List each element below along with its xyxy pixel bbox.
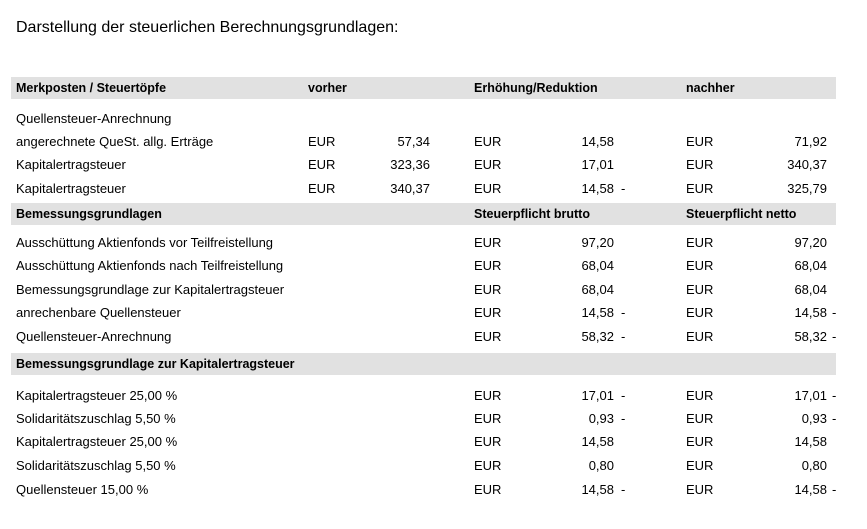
currency-change: EUR [474,157,502,172]
header-label: Bemessungsgrundlagen [16,207,162,221]
currency-brutto: EUR [474,482,502,497]
table-row [11,154,836,176]
table-row [11,408,836,430]
value-netto: 58,32 [794,329,827,344]
currency-change: EUR [474,134,502,149]
value-change: 14,58 [581,181,614,196]
value-netto: 17,01 [794,388,827,403]
row-label: Quellensteuer-Anrechnung [16,329,172,344]
currency-netto: EUR [686,258,714,273]
section-header-kapitalertragsteuer [11,353,836,375]
value-brutto: 68,04 [581,258,614,273]
currency-netto: EUR [686,411,714,426]
value-brutto: 58,32 [581,329,614,344]
row-label: Kapitalertragsteuer [16,181,126,196]
value-netto: 0,93 [801,411,827,426]
header-nachher: nachher [686,81,735,95]
currency-brutto: EUR [474,458,502,473]
value-vorher: 323,36 [390,157,430,172]
row-label: Ausschüttung Aktienfonds vor Teilfreistellung [16,235,274,250]
header-label: Merkposten / Steuertöpfe [16,81,167,95]
currency-change: EUR [474,181,502,196]
table-row [11,431,836,453]
table-row [11,178,836,200]
currency-netto: EUR [686,434,714,449]
sign-brutto: - [621,329,626,344]
sign-brutto: - [621,411,626,426]
table-row [11,326,836,348]
currency-netto: EUR [686,235,714,250]
value-netto: 14,58 [794,305,827,320]
sign-change: - [621,181,626,196]
subheading-row [11,108,836,130]
value-change: 14,58 [581,134,614,149]
table-row [11,255,836,277]
value-brutto: 14,58 [581,305,614,320]
row-label: Ausschüttung Aktienfonds nach Teilfreistellung [16,258,284,273]
header-change: Erhöhung/Reduktion [474,81,598,95]
currency-brutto: EUR [474,434,502,449]
page-title: Darstellung der steuerlichen Berechnungsgrundlagen: [16,19,399,36]
section-header-bemessungsgrundlagen [11,203,836,225]
currency-netto: EUR [686,329,714,344]
currency-brutto: EUR [474,235,502,250]
value-brutto: 14,58 [581,434,614,449]
value-brutto: 0,80 [588,458,614,473]
value-change: 17,01 [581,157,614,172]
value-vorher: 340,37 [390,181,430,196]
sign-netto: - [832,388,837,403]
row-label: anrechenbare Quellensteuer [16,305,181,320]
table-row [11,279,836,301]
header-label: Bemessungsgrundlage zur Kapitalertragsteuer [16,357,295,371]
value-brutto: 68,04 [581,282,614,297]
row-label: angerechnete QueSt. allg. Erträge [16,134,214,149]
currency-netto: EUR [686,305,714,320]
header-brutto: Steuerpflicht brutto [474,207,590,221]
section-header-merkposten [11,77,836,99]
currency-brutto: EUR [474,388,502,403]
row-label: Quellensteuer 15,00 % [16,482,149,497]
value-brutto: 14,58 [581,482,614,497]
sign-netto: - [832,329,837,344]
table-row [11,131,836,153]
currency-nachher: EUR [686,181,714,196]
currency-netto: EUR [686,282,714,297]
sign-brutto: - [621,482,626,497]
table-row [11,302,836,324]
currency-vorher: EUR [308,181,336,196]
row-label: Solidaritätszuschlag 5,50 % [16,458,176,473]
value-vorher: 57,34 [397,134,430,149]
sign-netto: - [832,305,837,320]
currency-brutto: EUR [474,411,502,426]
currency-brutto: EUR [474,329,502,344]
currency-brutto: EUR [474,282,502,297]
value-nachher: 71,92 [794,134,827,149]
table-row [11,455,836,477]
sign-netto: - [832,411,837,426]
value-netto: 0,80 [801,458,827,473]
currency-netto: EUR [686,458,714,473]
value-brutto: 17,01 [581,388,614,403]
value-netto: 68,04 [794,258,827,273]
value-netto: 97,20 [794,235,827,250]
currency-brutto: EUR [474,258,502,273]
value-brutto: 0,93 [588,411,614,426]
value-brutto: 97,20 [581,235,614,250]
currency-vorher: EUR [308,134,336,149]
row-label: Solidaritätszuschlag 5,50 % [16,411,176,426]
header-netto: Steuerpflicht netto [686,207,797,221]
header-vorher: vorher [308,81,347,95]
value-netto: 68,04 [794,282,827,297]
sign-brutto: - [621,305,626,320]
row-label: Kapitalertragsteuer [16,157,126,172]
currency-vorher: EUR [308,157,336,172]
value-nachher: 340,37 [787,157,827,172]
row-label: Bemessungsgrundlage zur Kapitalertragsteuer [16,282,285,297]
sign-netto: - [832,482,837,497]
currency-netto: EUR [686,388,714,403]
table-row [11,385,836,407]
sign-brutto: - [621,388,626,403]
value-netto: 14,58 [794,482,827,497]
table-row [11,232,836,254]
currency-nachher: EUR [686,157,714,172]
value-netto: 14,58 [794,434,827,449]
subheading-quellensteuer: Quellensteuer-Anrechnung [16,111,172,126]
currency-brutto: EUR [474,305,502,320]
row-label: Kapitalertragsteuer 25,00 % [16,388,178,403]
row-label: Kapitalertragsteuer 25,00 % [16,434,178,449]
currency-netto: EUR [686,482,714,497]
currency-nachher: EUR [686,134,714,149]
table-row [11,479,836,501]
value-nachher: 325,79 [787,181,827,196]
